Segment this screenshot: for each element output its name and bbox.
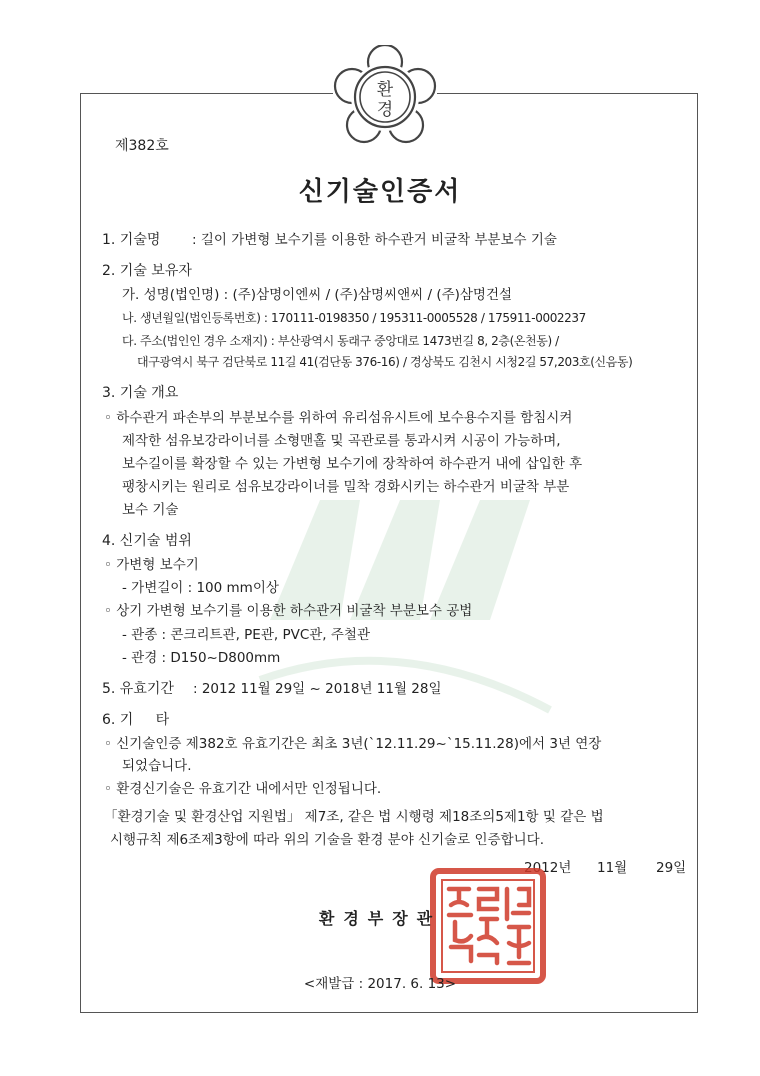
- section5-label: 5. 유효기간: [102, 681, 174, 697]
- section3-heading: 3. 기술 개요: [102, 385, 179, 401]
- holder-address-1: 다. 주소(법인인 경우 소재지) : 부산광역시 동래구 중앙대로 1473번길 8, 2층(온천동) /: [122, 334, 559, 348]
- overview-line: 제작한 섬유보강라이너를 소형맨홀 및 곡관로를 통과시켜 시공이 가능하며,: [122, 433, 561, 449]
- holder-address-2: 대구광역시 북구 검단북로 11길 41(검단동 376-16) / 경상북도 김천시 시청2길 57,203호(신음동): [137, 355, 633, 369]
- technology-name: : 길이 가변형 보수기를 이용한 하수관거 비굴착 부분보수 기술: [192, 232, 557, 248]
- section1-label: 1. 기술명: [102, 232, 161, 248]
- issue-day: 29일: [656, 860, 687, 876]
- legal-basis: 「환경기술 및 환경산업 지원법」 제7조, 같은 법 시행령 제18조의5제1항 및 같은 법: [104, 809, 604, 825]
- scope-item: ◦ 상기 가변형 보수기를 이용한 하수관거 비굴착 부분보수 공법: [104, 603, 473, 619]
- emblem-text-top: 환: [376, 80, 394, 100]
- emblem-text-bottom: 경: [376, 100, 394, 120]
- overview-line: 보수길이를 확장할 수 있는 가변형 보수기에 장착하여 하수관거 내에 삽입한 후: [122, 456, 583, 472]
- legal-basis: 시행규칙 제6조제3항에 따라 위의 기술을 환경 분야 신기술로 인증합니다.: [110, 832, 544, 848]
- other-note: 되었습니다.: [122, 758, 192, 774]
- scope-subitem: - 관경 : D150~D800mm: [122, 650, 281, 666]
- issuer: 환경부장관: [318, 909, 442, 928]
- certificate-number: 제382호: [115, 138, 169, 154]
- overview-line: 팽창시키는 원리로 섬유보강라이너를 밀착 경화시키는 하수관거 비굴착 부분: [122, 479, 570, 495]
- scope-subitem: - 가변길이 : 100 mm이상: [122, 580, 279, 596]
- section6-heading: 6. 기 타: [102, 712, 170, 728]
- page-title: 신기술인증서: [298, 177, 462, 207]
- section2-heading: 2. 기술 보유자: [102, 263, 192, 279]
- section4-heading: 4. 신기술 범위: [102, 533, 192, 549]
- holder-name: 가. 성명(법인명) : (주)삼명이엔씨 / (주)삼명씨앤씨 / (주)삼명건설: [122, 287, 513, 303]
- overview-line: ◦ 하수관거 파손부의 부분보수를 위하여 유리섬유시트에 보수용수지를 함침시켜: [104, 410, 573, 426]
- validity-period: : 2012 11월 29일 ~ 2018년 11월 28일: [193, 681, 442, 697]
- issue-month: 11월: [597, 860, 628, 876]
- ministry-emblem: [333, 45, 437, 149]
- scope-subitem: - 관종 : 콘크리트관, PE관, PVC관, 주철관: [122, 627, 371, 643]
- scope-item: ◦ 가변형 보수기: [104, 557, 199, 573]
- other-note: ◦ 신기술인증 제382호 유효기간은 최초 3년(`12.11.29~`15.11.28)에서 3년 연장: [104, 736, 602, 752]
- reissue-date: <재발급 : 2017. 6. 13>: [303, 976, 457, 992]
- holder-registration: 나. 생년월일(법인등록번호) : 170111-0198350 / 195311-0005528 / 175911-0002237: [122, 311, 586, 325]
- other-note: ◦ 환경신기술은 유효기간 내에서만 인정됩니다.: [104, 781, 382, 797]
- overview-line: 보수 기술: [122, 502, 179, 518]
- issue-year: 2012년: [524, 860, 572, 876]
